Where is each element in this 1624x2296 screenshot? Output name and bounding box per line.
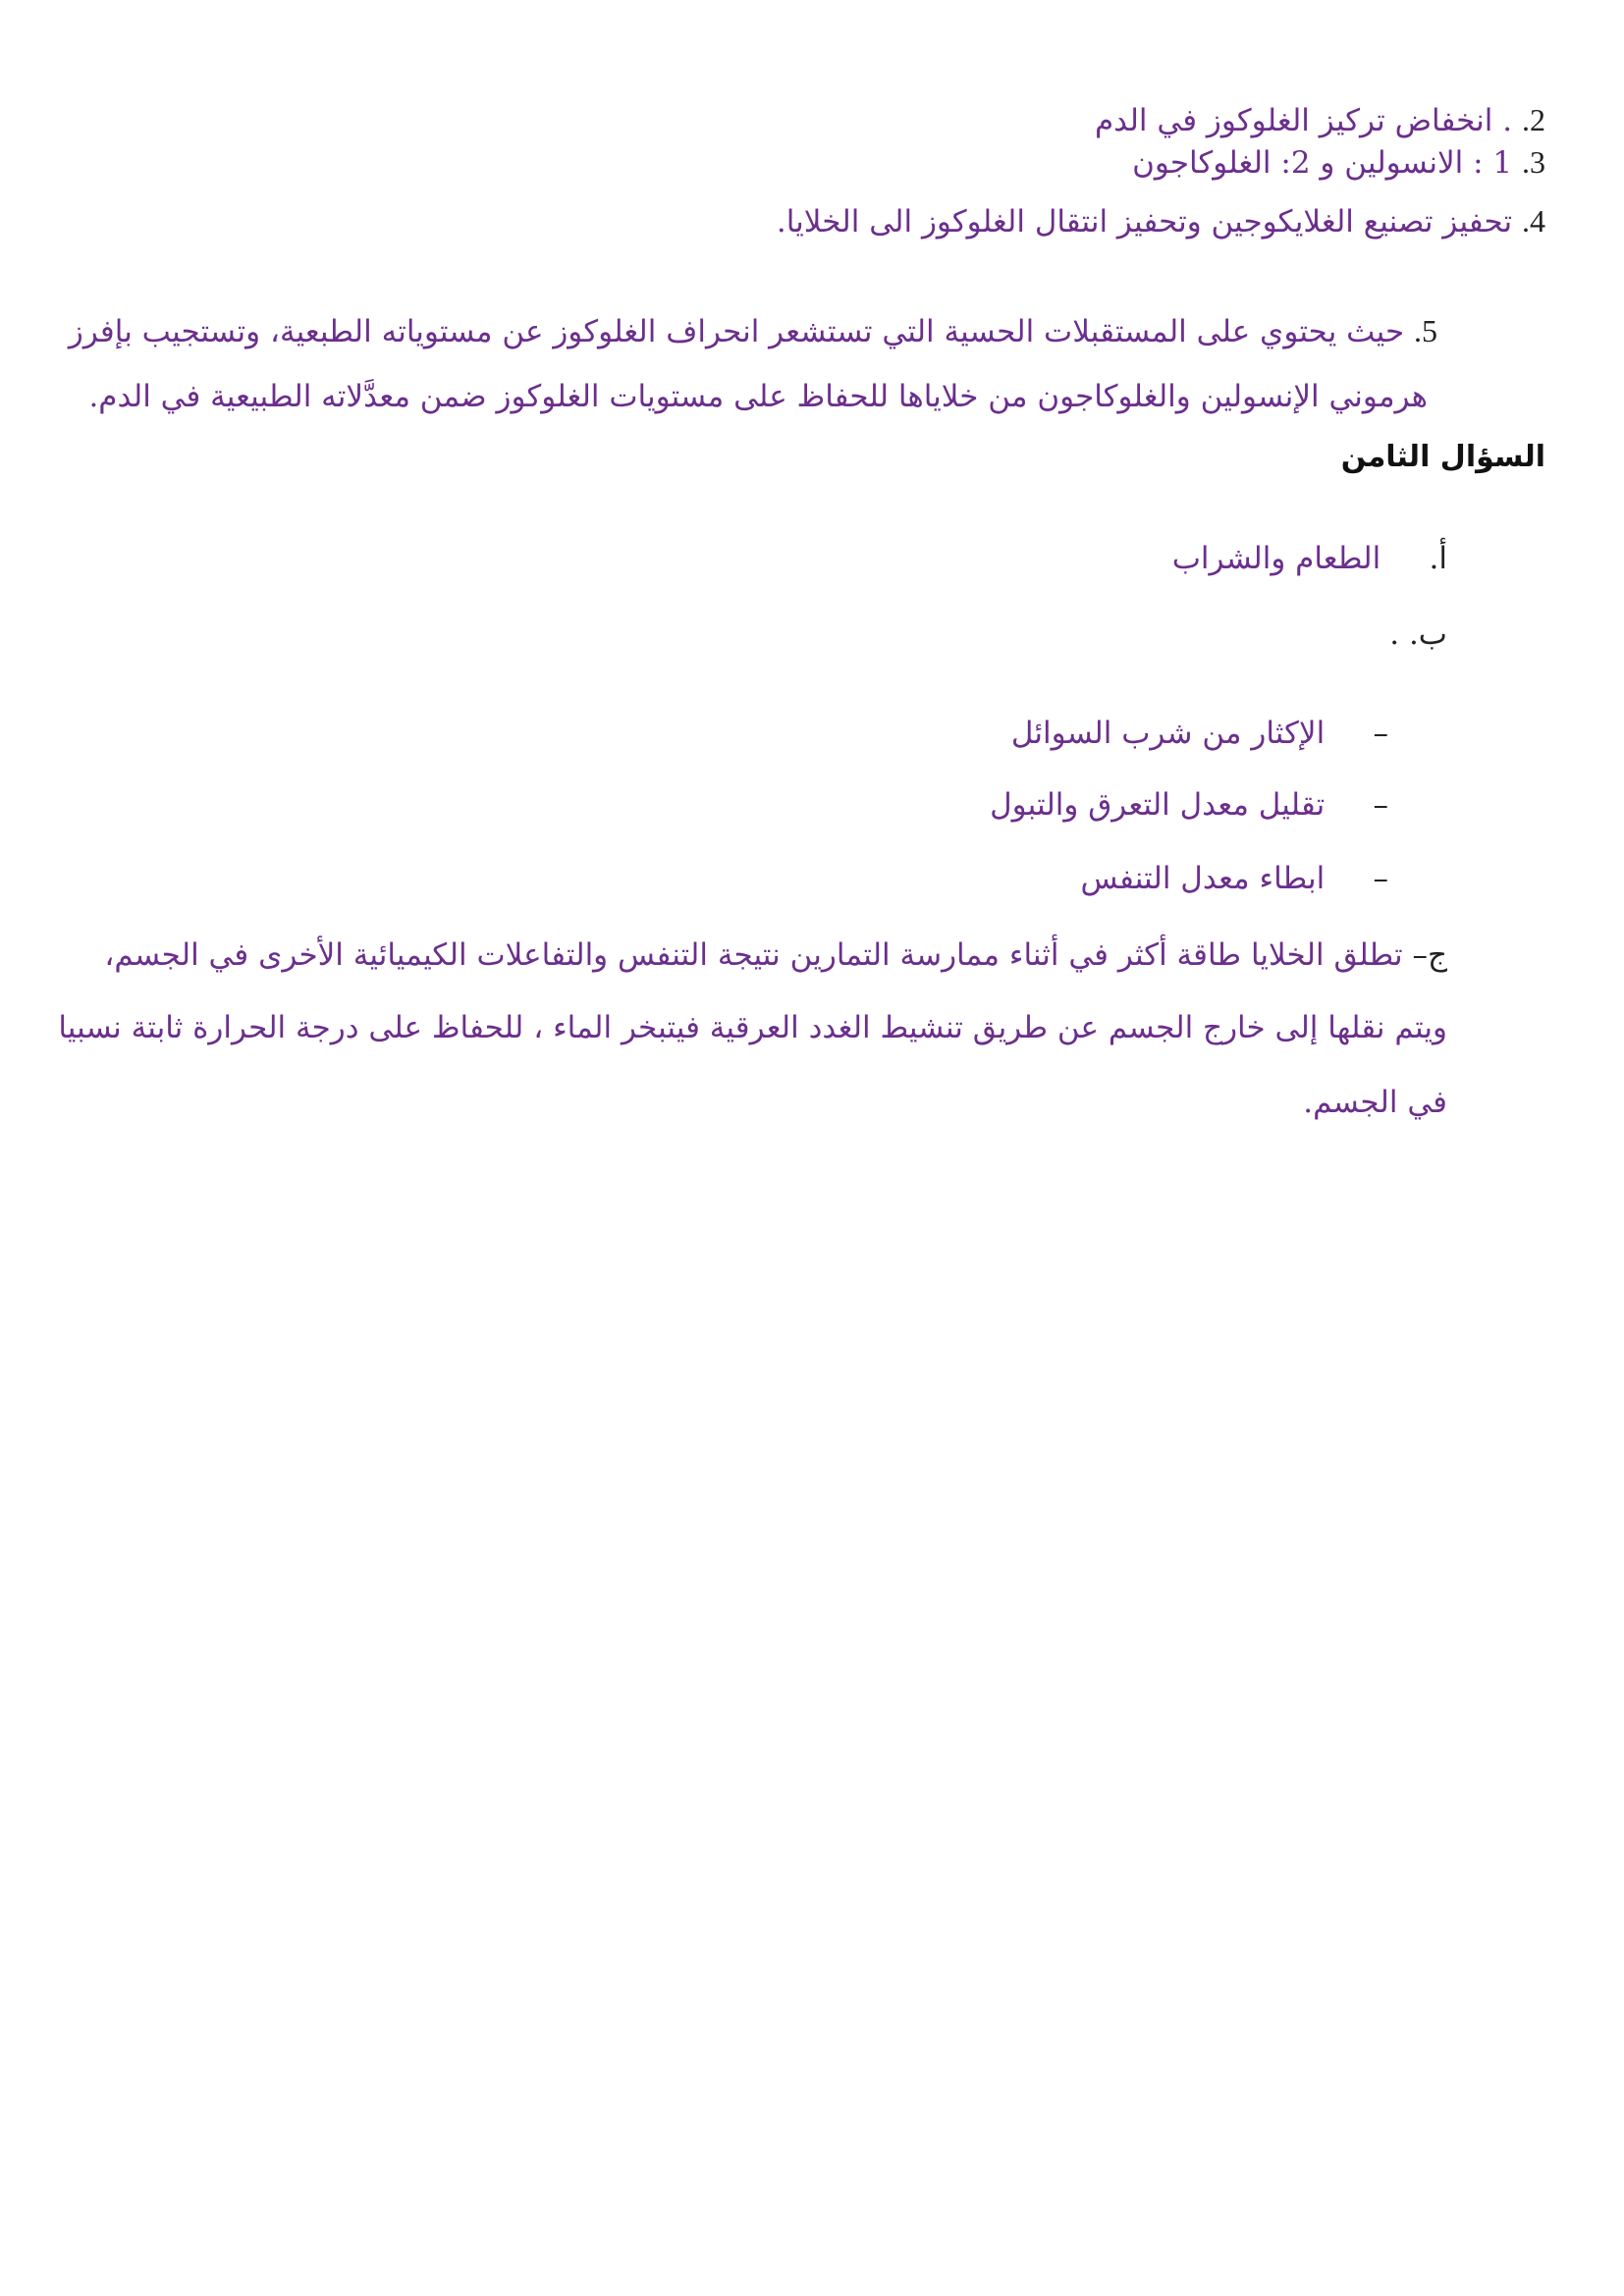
bullet-text: ابطاء معدل التنفس: [1080, 861, 1326, 896]
question-8-part-c-line-3: [1303, 1083, 1447, 1122]
dash-marker: –: [1373, 787, 1388, 823]
part-marker: ج–: [1412, 937, 1447, 973]
question-8-part-c-line-2: [58, 1008, 1447, 1047]
dash-marker: –: [1373, 716, 1388, 751]
part-text: .: [1389, 616, 1400, 652]
answer-item-3: [1132, 142, 1545, 183]
answer-item-5-line-2: [88, 377, 1428, 416]
part-marker: أ.: [1429, 541, 1447, 576]
answer-text: . انخفاض تركيز الغلوكوز في الدم: [1094, 103, 1513, 138]
part-text: في الجسم.: [1303, 1085, 1447, 1120]
answer-item-2: [1095, 100, 1545, 140]
question-8-part-b: [1389, 614, 1447, 654]
part-text: ويتم نقلها إلى خارج الجسم عن طريق تنشيط الغدد العرقية فيتبخر الماء ، للحفاظ على درجة الحرارة ثابتة نسبيا: [58, 1010, 1447, 1045]
dash-marker: –: [1373, 861, 1388, 896]
part-text: تطلق الخلايا طاقة أكثر في أثناء ممارسة التمارين نتيجة التنفس والتفاعلات الكيميائية الأخرى في الجسم،: [104, 937, 1403, 973]
answer-item-4: [777, 201, 1545, 241]
bullet-item: [990, 785, 1388, 825]
item-number: 4.: [1522, 203, 1545, 239]
answer-text: هرموني الإنسولين والغلوكاجون من خلاياها للحفاظ على مستويات الغلوكوز ضمن معدَّلاته الطبيعية في الدم.: [88, 379, 1428, 414]
question-8-part-a: [1172, 539, 1447, 578]
answer-text: حيث يحتوي على المستقبلات الحسية التي تستشعر انحراف الغلوكوز عن مستوياته الطبعية، وتستجيب بإفرز: [68, 314, 1405, 349]
part-text: الطعام والشراب: [1171, 541, 1381, 576]
bullet-item: [1011, 714, 1388, 753]
question-8-heading: السؤال الثامن: [1340, 440, 1545, 474]
item-number: 5.: [1414, 313, 1437, 348]
question-8-part-c-line-1: [104, 935, 1447, 975]
answer-item-5-line-1: [69, 311, 1437, 351]
item-number: 2.: [1522, 102, 1545, 137]
item-number: 3.: [1522, 144, 1545, 180]
answer-text: تحفيز تصنيع الغلايكوجين وتحفيز انتقال الغلوكوز الى الخلايا.: [776, 204, 1513, 240]
answer-text: 1 : الانسولين و 2: الغلوكاجون: [1132, 145, 1513, 181]
bullet-item: [1080, 859, 1388, 898]
part-marker: ب.: [1408, 616, 1447, 652]
bullet-text: الإكثار من شرب السوائل: [1010, 716, 1326, 751]
bullet-text: تقليل معدل التعرق والتبول: [990, 787, 1326, 823]
